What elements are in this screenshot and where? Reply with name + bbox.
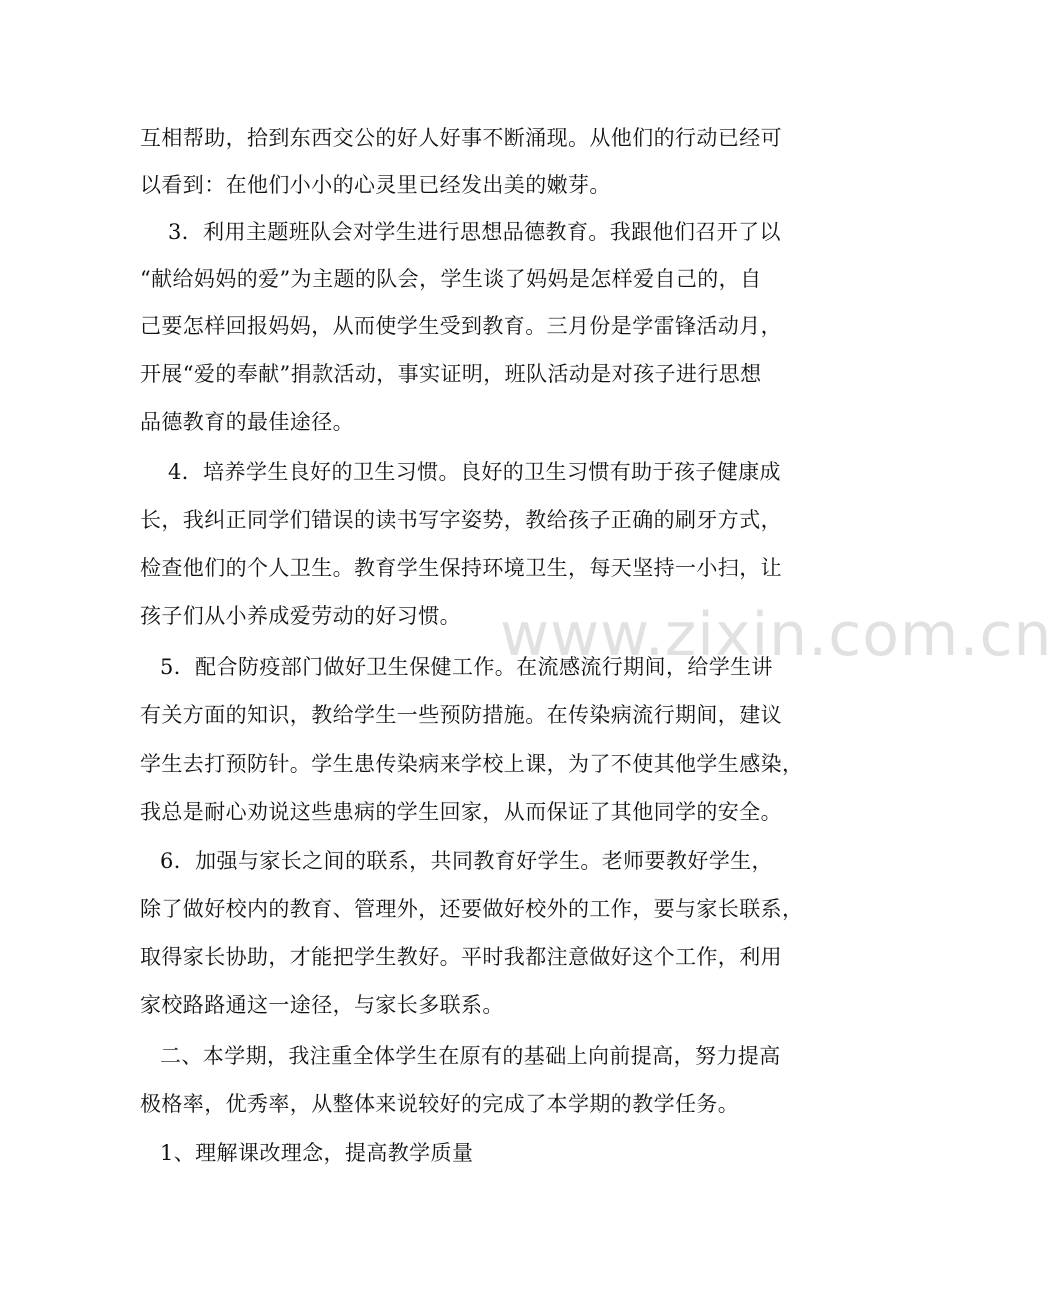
text-line: 除了做好校内的教育、管理外，还要做好校外的工作，要与家长联系， xyxy=(140,897,804,921)
text-line: 家校路路通这一途径，与家长多联系。 xyxy=(140,993,504,1017)
text-line: 极格率，优秀率，从整体来说较好的完成了本学期的教学任务。 xyxy=(140,1092,740,1116)
watermark-text: www.zixin.com.cn xyxy=(500,600,1052,670)
text-line: 5．配合防疫部门做好卫生保健工作。在流感流行期间，给学生讲 xyxy=(160,655,773,679)
text-line: 己要怎样回报妈妈，从而使学生受到教育。三月份是学雷锋活动月， xyxy=(140,314,782,338)
text-line: 3．利用主题班队会对学生进行思想品德教育。我跟他们召开了以 xyxy=(168,220,781,244)
text-line: 1、理解课改理念，提高教学质量 xyxy=(160,1141,474,1165)
text-line: 以看到：在他们小小的心灵里已经发出美的嫩芽。 xyxy=(140,173,611,197)
text-line: 检查他们的个人卫生。教育学生保持环境卫生，每天坚持一小扫，让 xyxy=(140,556,782,580)
text-line: 学生去打预防针。学生患传染病来学校上课，为了不使其他学生感染， xyxy=(140,752,804,776)
text-line: 开展“爱的奉献”捐款活动，事实证明，班队活动是对孩子进行思想 xyxy=(140,362,762,386)
text-line: 4．培养学生良好的卫生习惯。良好的卫生习惯有助于孩子健康成 xyxy=(168,460,781,484)
text-line: 有关方面的知识，教给学生一些预防措施。在传染病流行期间，建议 xyxy=(140,703,782,727)
text-line: 品德教育的最佳途径。 xyxy=(140,410,354,434)
text-line: 6．加强与家长之间的联系，共同教育好学生。老师要教好学生， xyxy=(160,849,773,873)
text-line: 我总是耐心劝说这些患病的学生回家，从而保证了其他同学的安全。 xyxy=(140,800,782,824)
text-line: 取得家长协助，才能把学生教好。平时我都注意做好这个工作，利用 xyxy=(140,945,782,969)
text-line: 互相帮助，拾到东西交公的好人好事不断涌现。从他们的行动已经可 xyxy=(140,126,782,150)
text-line: 孩子们从小养成爱劳动的好习惯。 xyxy=(140,604,461,628)
text-line: 二、本学期，我注重全体学生在原有的基础上向前提高，努力提高 xyxy=(160,1044,781,1068)
text-line: “献给妈妈的爱”为主题的队会，学生谈了妈妈是怎样爱自己的，自 xyxy=(140,267,762,291)
text-line: 长，我纠正同学们错误的读书写字姿势，教给孩子正确的刷牙方式， xyxy=(140,508,782,532)
